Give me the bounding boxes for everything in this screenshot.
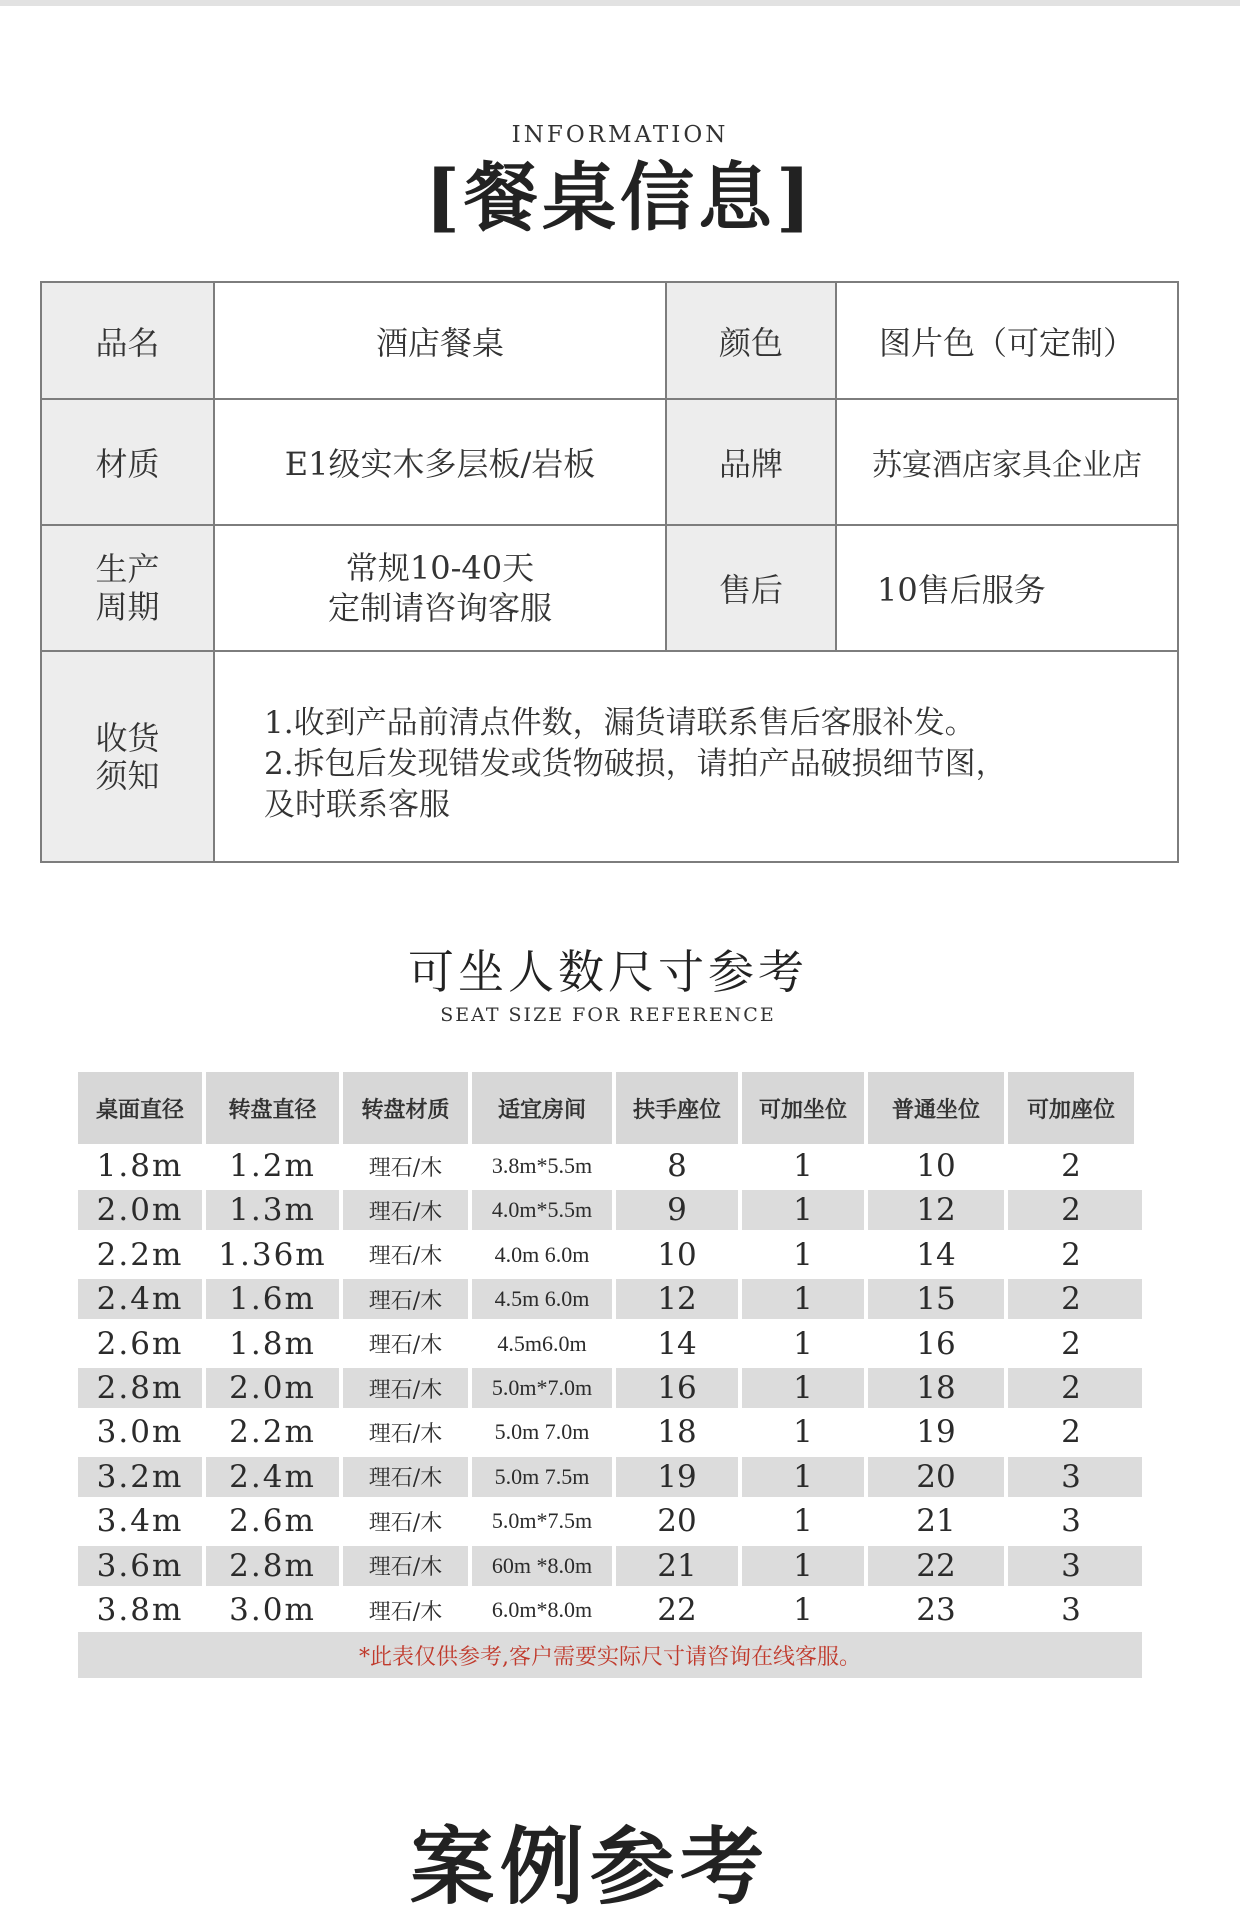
column-divider xyxy=(864,1235,868,1275)
top-divider xyxy=(0,0,1240,6)
table-cell: 1 xyxy=(793,1236,813,1273)
column-divider xyxy=(612,1146,616,1186)
label-material: 材质 xyxy=(42,400,215,526)
column-divider xyxy=(202,1501,206,1541)
table-cell: 2 xyxy=(1061,1148,1081,1184)
table-cell: 22 xyxy=(657,1592,697,1628)
table-cell: 1 xyxy=(793,1281,813,1318)
table-cell: 3 xyxy=(1061,1503,1081,1540)
table-cell: 18 xyxy=(916,1370,956,1406)
table-row xyxy=(78,1590,1142,1630)
column-divider xyxy=(864,1546,868,1586)
column-divider xyxy=(202,1190,206,1230)
table-cell: 2 xyxy=(1061,1192,1081,1229)
column-divider xyxy=(864,1368,868,1408)
table-cell: 2.6m xyxy=(229,1503,316,1540)
column-divider xyxy=(864,1590,868,1630)
table-row xyxy=(78,1190,1142,1230)
column-divider xyxy=(864,1190,868,1230)
table-cell: 16 xyxy=(916,1325,956,1362)
column-divider xyxy=(1004,1412,1008,1452)
table-cell: 理石/木 xyxy=(368,1333,443,1359)
column-divider xyxy=(468,1546,472,1586)
column-divider xyxy=(864,1501,868,1541)
value-brand: 苏宴酒店家具企业店 xyxy=(837,400,1177,526)
table-cell: 3 xyxy=(1061,1458,1081,1495)
column-divider xyxy=(202,1235,206,1275)
table-cell: 理石/木 xyxy=(368,1155,443,1181)
column-divider xyxy=(202,1146,206,1186)
seat-title: 可坐人数尺寸参考 xyxy=(408,945,808,999)
column-divider xyxy=(864,1412,868,1452)
column-divider xyxy=(202,1590,206,1630)
column-divider xyxy=(202,1457,206,1497)
table-cell: 2.4m xyxy=(229,1458,316,1495)
seat-subtitle: SEAT SIZE FOR REFERENCE xyxy=(440,1004,776,1026)
column-divider xyxy=(612,1235,616,1275)
column-divider xyxy=(202,1324,206,1364)
table-cell: 3 xyxy=(1061,1592,1081,1628)
table-cell: 3.8m xyxy=(96,1592,184,1628)
table-cell: 5.0m 7.5m xyxy=(494,1463,590,1489)
seat-footnote: *此表仅供参考,客户需要实际尺寸请咨询在线客服。 xyxy=(78,1632,1142,1678)
label-color: 颜色 xyxy=(667,283,837,400)
table-cell: 21 xyxy=(657,1547,697,1584)
table-cell: 2 xyxy=(1061,1414,1081,1451)
table-cell: 2 xyxy=(1061,1370,1081,1406)
table-cell: 理石/木 xyxy=(368,1244,443,1270)
table-cell: 1 xyxy=(793,1592,813,1628)
column-divider xyxy=(738,1590,742,1630)
table-cell: 理石/木 xyxy=(368,1555,443,1581)
delivery-notice-text: 1.收到产品前清点件数，漏货请联系售后客服补发。 2.拆包后发现错发或货物破损，请拍产品破损细节图， 及时联系客服 xyxy=(264,705,1007,823)
column-divider xyxy=(1004,1146,1008,1186)
table-cell: 10 xyxy=(657,1236,697,1273)
column-divider xyxy=(612,1279,616,1319)
table-row xyxy=(78,1324,1142,1364)
column-divider xyxy=(738,1146,742,1186)
column-divider xyxy=(738,1501,742,1541)
table-row xyxy=(78,1146,1142,1186)
column-divider xyxy=(612,1546,616,1586)
column-divider xyxy=(612,1457,616,1497)
column-divider xyxy=(468,1324,472,1364)
column-divider xyxy=(468,1590,472,1630)
column-divider xyxy=(612,1190,616,1230)
column-divider xyxy=(612,1368,616,1408)
label-delivery-notice: 收货 须知 xyxy=(42,652,215,861)
table-cell: 60m *8.0m xyxy=(491,1552,593,1578)
column-divider xyxy=(339,1235,343,1275)
table-row xyxy=(78,1368,1142,1408)
seat-header-cell: 可加坐位 xyxy=(742,1072,864,1144)
table-cell: 1.6m xyxy=(229,1281,316,1318)
table-row xyxy=(78,1457,1142,1497)
table-cell: 16 xyxy=(657,1370,697,1406)
table-cell: 15 xyxy=(916,1281,956,1318)
seat-header-cell: 普通坐位 xyxy=(868,1072,1004,1144)
table-cell: 21 xyxy=(916,1503,956,1540)
table-cell: 理石/木 xyxy=(368,1199,443,1225)
column-divider xyxy=(468,1457,472,1497)
case-title: 案例参考 xyxy=(409,1817,770,1916)
table-cell: 2 xyxy=(1061,1236,1081,1273)
table-cell: 20 xyxy=(916,1458,956,1495)
table-cell: 1 xyxy=(793,1325,813,1362)
column-divider xyxy=(339,1590,343,1630)
table-cell: 1.8m xyxy=(229,1325,316,1362)
table-cell: 1 xyxy=(793,1547,813,1584)
column-divider xyxy=(468,1501,472,1541)
table-cell: 理石/木 xyxy=(368,1510,443,1536)
table-cell: 4.0m 6.0m xyxy=(494,1241,590,1267)
table-row xyxy=(78,1235,1142,1275)
table-cell: 3.0m xyxy=(229,1592,316,1628)
column-divider xyxy=(468,1146,472,1186)
column-divider xyxy=(468,1235,472,1275)
column-divider xyxy=(339,1279,343,1319)
table-cell: 8 xyxy=(667,1148,687,1184)
value-material: E1级实木多层板/岩板 xyxy=(215,400,667,526)
table-cell: 4.5m6.0m xyxy=(497,1330,587,1356)
table-row xyxy=(78,1501,1142,1541)
seat-header-cell: 转盘材质 xyxy=(343,1072,468,1144)
table-cell: 2.2m xyxy=(96,1236,184,1273)
table-cell: 22 xyxy=(916,1547,956,1584)
seat-header-cell: 可加座位 xyxy=(1008,1072,1134,1144)
value-after-sales: 10售后服务 xyxy=(837,526,1177,652)
column-divider xyxy=(864,1457,868,1497)
table-cell: 3.0m xyxy=(96,1414,184,1451)
table-cell: 4.5m 6.0m xyxy=(494,1286,590,1312)
table-cell: 理石/木 xyxy=(368,1288,443,1314)
column-divider xyxy=(738,1412,742,1452)
table-cell: 2.4m xyxy=(96,1281,184,1318)
table-cell: 理石/木 xyxy=(368,1421,443,1447)
table-cell: 4.0m*5.5m xyxy=(491,1197,593,1223)
column-divider xyxy=(339,1324,343,1364)
value-color: 图片色（可定制） xyxy=(837,283,1177,400)
table-cell: 19 xyxy=(916,1414,956,1451)
column-divider xyxy=(339,1412,343,1452)
table-cell: 1 xyxy=(793,1414,813,1451)
column-divider xyxy=(1004,1190,1008,1230)
column-divider xyxy=(1004,1279,1008,1319)
table-cell: 23 xyxy=(916,1592,956,1628)
table-row xyxy=(78,1546,1142,1586)
table-cell: 2.0m xyxy=(96,1192,184,1229)
column-divider xyxy=(612,1324,616,1364)
column-divider xyxy=(339,1546,343,1586)
column-divider xyxy=(339,1190,343,1230)
table-row xyxy=(78,1279,1142,1319)
table-cell: 1 xyxy=(793,1370,813,1406)
column-divider xyxy=(202,1546,206,1586)
table-cell: 2 xyxy=(1061,1325,1081,1362)
info-table xyxy=(40,281,1179,863)
column-divider xyxy=(738,1457,742,1497)
column-divider xyxy=(1004,1457,1008,1497)
table-cell: 2.2m xyxy=(229,1414,316,1451)
column-divider xyxy=(202,1368,206,1408)
table-cell: 18 xyxy=(657,1414,697,1451)
column-divider xyxy=(1004,1324,1008,1364)
column-divider xyxy=(612,1501,616,1541)
column-divider xyxy=(738,1235,742,1275)
column-divider xyxy=(202,1279,206,1319)
column-divider xyxy=(1004,1590,1008,1630)
table-cell: 1.3m xyxy=(229,1192,316,1229)
column-divider xyxy=(339,1146,343,1186)
table-cell: 理石/木 xyxy=(368,1466,443,1492)
table-cell: 3.6m xyxy=(96,1547,184,1584)
label-production-period: 生产 周期 xyxy=(42,526,215,652)
value-production-period: 常规10-40天 定制请咨询客服 xyxy=(215,526,667,652)
column-divider xyxy=(738,1279,742,1319)
table-cell: 1 xyxy=(793,1458,813,1495)
table-cell: 14 xyxy=(657,1325,697,1362)
column-divider xyxy=(339,1501,343,1541)
column-divider xyxy=(864,1279,868,1319)
column-divider xyxy=(738,1190,742,1230)
table-cell: 5.0m*7.0m xyxy=(491,1375,593,1400)
column-divider xyxy=(339,1368,343,1408)
column-divider xyxy=(612,1590,616,1630)
table-cell: 6.0m*8.0m xyxy=(491,1597,593,1622)
table-cell: 2.6m xyxy=(96,1325,184,1362)
table-cell: 1 xyxy=(793,1192,813,1229)
column-divider xyxy=(1004,1368,1008,1408)
table-cell: 14 xyxy=(916,1236,956,1273)
seat-header-cell: 扶手座位 xyxy=(616,1072,738,1144)
table-cell: 2.0m xyxy=(229,1370,316,1406)
label-product-name: 品名 xyxy=(42,283,215,400)
table-cell: 10 xyxy=(916,1148,956,1184)
column-divider xyxy=(1004,1546,1008,1586)
info-title: [餐桌信息] xyxy=(424,155,816,241)
column-divider xyxy=(1004,1235,1008,1275)
table-cell: 20 xyxy=(657,1503,697,1540)
column-divider xyxy=(468,1412,472,1452)
table-cell: 19 xyxy=(657,1458,697,1495)
info-eyebrow: INFORMATION xyxy=(511,122,729,148)
column-divider xyxy=(864,1146,868,1186)
table-cell: 1.8m xyxy=(96,1148,184,1184)
seat-header-cell: 桌面直径 xyxy=(78,1072,202,1144)
table-cell: 1.36m xyxy=(218,1236,327,1273)
table-cell: 1 xyxy=(793,1503,813,1540)
label-after-sales: 售后 xyxy=(667,526,837,652)
table-cell: 3.2m xyxy=(96,1458,184,1495)
value-product-name: 酒店餐桌 xyxy=(215,283,667,400)
column-divider xyxy=(468,1190,472,1230)
table-cell: 3.8m*5.5m xyxy=(491,1153,593,1178)
table-cell: 1.2m xyxy=(229,1148,316,1184)
table-cell: 1 xyxy=(793,1148,813,1184)
table-cell: 3 xyxy=(1061,1547,1081,1584)
table-cell: 5.0m 7.0m xyxy=(494,1419,590,1445)
column-divider xyxy=(468,1279,472,1319)
label-brand: 品牌 xyxy=(667,400,837,526)
column-divider xyxy=(612,1412,616,1452)
table-row xyxy=(78,1412,1142,1452)
column-divider xyxy=(1004,1501,1008,1541)
column-divider xyxy=(864,1324,868,1364)
table-cell: 理石/木 xyxy=(368,1377,443,1403)
table-cell: 2.8m xyxy=(229,1547,316,1584)
table-cell: 理石/木 xyxy=(368,1599,443,1625)
seat-header-cell: 适宜房间 xyxy=(472,1072,612,1144)
column-divider xyxy=(468,1368,472,1408)
table-cell: 5.0m*7.5m xyxy=(491,1508,593,1534)
table-cell: 12 xyxy=(916,1192,956,1229)
seat-header-cell: 转盘直径 xyxy=(206,1072,339,1144)
table-cell: 3.4m xyxy=(96,1503,184,1540)
column-divider xyxy=(202,1412,206,1452)
column-divider xyxy=(339,1457,343,1497)
column-divider xyxy=(738,1546,742,1586)
table-cell: 2.8m xyxy=(96,1370,184,1406)
column-divider xyxy=(738,1324,742,1364)
column-divider xyxy=(738,1368,742,1408)
table-cell: 12 xyxy=(657,1281,697,1318)
table-cell: 9 xyxy=(667,1192,687,1229)
table-cell: 2 xyxy=(1061,1281,1081,1318)
